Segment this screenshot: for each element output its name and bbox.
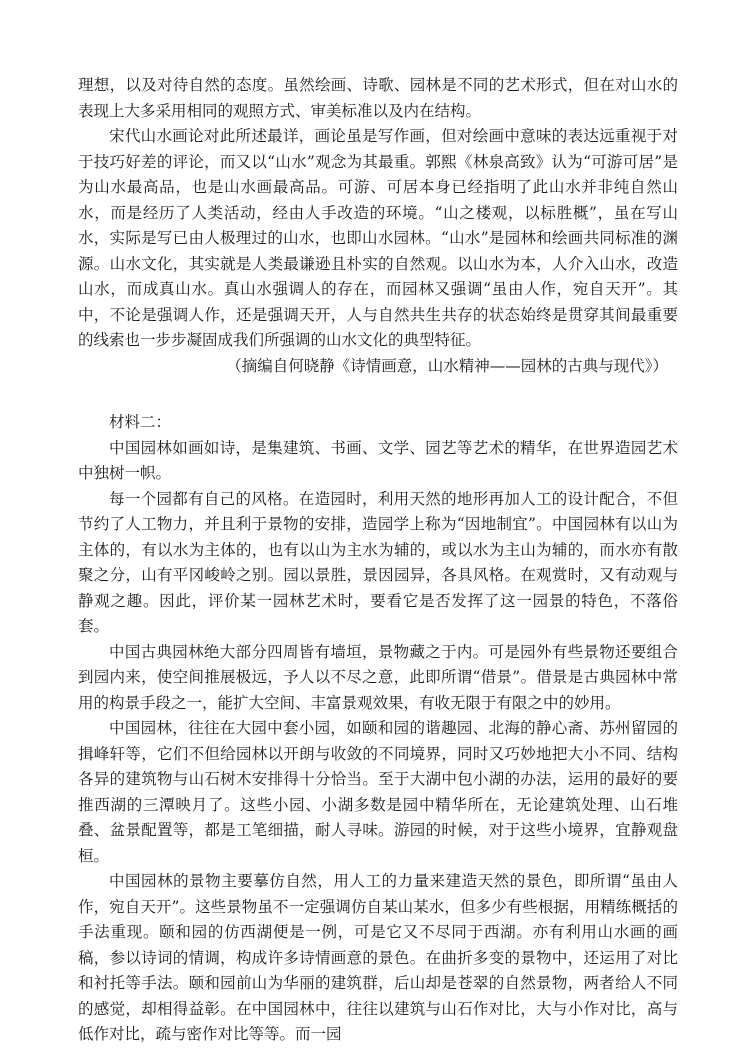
- paragraph-garden-intro: 中国园林如画如诗，是集建筑、书画、文学、园艺等艺术的精华，在世界造园艺术中独树一帜。: [78, 438, 678, 482]
- section-label-material-2: 材料二：: [109, 413, 172, 431]
- source-citation: （摘编自何晓静《诗情画意，山水精神——园林的古典与现代》）: [226, 356, 668, 375]
- paragraph-borrowed-scenery: 中国古典园林绝大部分四周皆有墙垣，景物藏之于内。可是园外有些景物还要组合到园内来，使空间推展极远，予人以不尽之意，此即所谓“借景”。借景是古典园林中常用的构景手段之一，能扩大空间、丰富景观效果，有收无限于有限之中的妙用。: [78, 642, 678, 712]
- section-spacer: [78, 379, 678, 410]
- document-body: [78, 73, 678, 1048]
- paragraph-garden-in-garden: 中国园林，往往在大园中套小园，如颐和园的谐趣园、北海的静心斋、苏州留园的揖峰轩等，它们不但给园林以开朗与收敛的不同境界，同时又巧妙地把大小不同、结构各异的建筑物与山石树木安排得十分恰当。至于大湖中包小湖的办法，运用的最好的要推西湖的三潭映月了。这些小园、小湖多数是园中精华所在，无论建筑处理、山石堆叠、盆景配置等，都是工笔细描，耐人寻味。游园的时候，对于这些小境界，宜静观盘桓。: [78, 719, 678, 865]
- paragraph-imitate-nature: 中国园林的景物主要摹仿自然，用人工的力量来建造天然的景色，即所谓“虽由人作，宛自天开”。这些景物虽不一定强调仿自某山某水，但多少有些根据，用精练概括的手法重现。颐和园的仿西湖便是一例，可是它又不尽同于西湖。亦有利用山水画的画稿，参以诗词的情调，构成许多诗情画意的景色。在曲折多变的景物中，还运用了对比和衬托等手法。颐和园前山为华丽的建筑群，后山却是苍翠的自然景物，两者给人不同的感觉，却相得益彰。在中国园林中，往往以建筑与山石作对比，大与小作对比，高与低作对比，疏与密作对比等等。而一园: [78, 872, 678, 1043]
- paragraph-1-continued: 理想，以及对待自然的态度。虽然绘画、诗歌、园林是不同的艺术形式，但在对山水的表现上大多采用相同的观照方式、审美标准以及内在结构。: [78, 76, 678, 120]
- paragraph-song-landscape: 宋代山水画论对此所述最详，画论虽是写作画，但对绘画中意味的表达远重视于对于技巧好差的评论，而又以“山水”观念为其最重。郭熙《林泉高致》认为“可游可居”是为山水最高品，也是山水画最高品。可游、可居本身已经指明了此山水并非纯自然山水，而是经历了人类活动，经由人手改造的环境。“山之楼观，以标胜概”，虽在写山水，实际是写已由人极理过的山水，也即山水园林。“山水”是园林和绘画共同标准的渊源。山水文化，其实就是人类最谦逊且朴实的自然观。以山水为本，人介入山水，改造山水，而成真山水。真山水强调人的存在，而园林又强调“虽由人作，宛自天开”。其中，不论是强调人作，还是强调天开，人与自然共生共存的状态始终是贯穿其间最重要的线索也一步步凝固成我们所强调的山水文化的典型特征。: [78, 127, 678, 349]
- paragraph-garden-style: 每一个园都有自己的风格。在造园时，利用天然的地形再加人工的设计配合，不但节约了人工物力，并且利于景物的安排，造园学上称为“因地制宜”。中国园林有以山为主体的，有以水为主体的，也有以山为主水为辅的，或以水为主山为辅的，而水亦有散聚之分，山有平冈峻岭之别。园以景胜，景因园异，各具风格。在观赏时，又有动观与静观之趣。因此，评价某一园林艺术时，要看它是否发挥了这一园景的特色，不落俗套。: [78, 489, 678, 635]
